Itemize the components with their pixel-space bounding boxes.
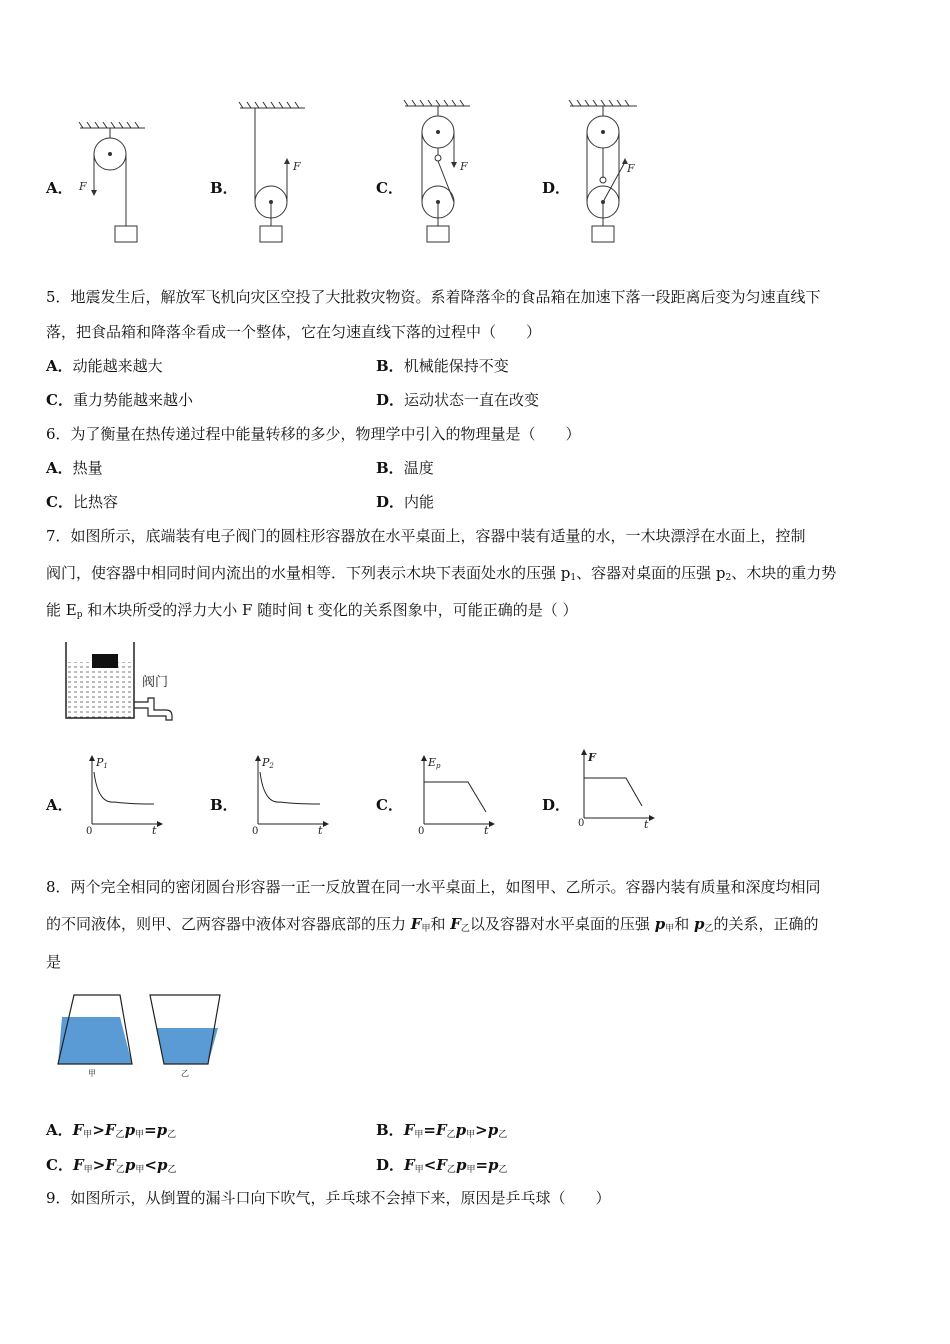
q7-graph-d-origin: 0 bbox=[578, 818, 585, 829]
q8-option-a-f2: F bbox=[104, 1121, 116, 1139]
q7-graph-a-ylabel: P1 bbox=[96, 756, 108, 770]
q8-option-d-s1: 甲 bbox=[414, 1165, 424, 1175]
q8-stem-line2-part-e: 的关系，正确的 bbox=[713, 915, 819, 933]
q8-option-d-op1: < bbox=[423, 1156, 437, 1174]
q8-option-b[interactable] bbox=[376, 1120, 507, 1145]
q7-graph-c bbox=[416, 752, 496, 837]
q7-stem-line3 bbox=[46, 600, 578, 625]
q8-option-b-label: B． bbox=[376, 1121, 404, 1139]
q6-stem: 6．为了衡量在热传递过程中能量转移的多少，物理学中引入的物理量是（ ） bbox=[46, 425, 581, 443]
q7-graph-b bbox=[250, 752, 330, 837]
q4-d-force-label: F bbox=[627, 162, 635, 175]
q4-option-b-label[interactable]: B． bbox=[210, 179, 238, 197]
q7-stem-line2-part-a: 阀门，使容器中相同时间内流出的水量相等．下列表示木块下表面处水的压强 p bbox=[46, 564, 571, 582]
q5-option-a-label: A． bbox=[46, 357, 73, 375]
q8-option-c-f2: F bbox=[105, 1156, 116, 1174]
q7-graph-b-ylabel: P2 bbox=[262, 756, 274, 770]
q6-option-a[interactable] bbox=[46, 458, 103, 478]
q5-option-c-text: 重力势能越来越小 bbox=[72, 391, 193, 409]
q8-option-b-s3: 甲 bbox=[466, 1130, 476, 1140]
q6-option-b-text: 温度 bbox=[403, 459, 434, 477]
q5-option-d-text: 运动状态一直在改变 bbox=[404, 391, 540, 409]
q7-graph-a bbox=[84, 752, 164, 837]
q8-option-b-f1: F bbox=[403, 1121, 415, 1139]
q6-option-d[interactable] bbox=[376, 492, 434, 512]
q7-stem-line2-part-b: 、容器对桌面的压强 p bbox=[576, 564, 726, 582]
q8-option-c-s3: 甲 bbox=[135, 1165, 145, 1175]
q8-option-d-s2: 乙 bbox=[446, 1165, 456, 1175]
q8-option-a-s4: 乙 bbox=[167, 1130, 177, 1140]
q6-option-a-text: 热量 bbox=[72, 459, 103, 477]
q8-f-jia-symbol: F bbox=[410, 915, 422, 933]
q7-graph-b-xlabel: t bbox=[318, 824, 323, 837]
q8-option-d-p1: p bbox=[455, 1156, 467, 1174]
q7-graph-a-xlabel: t bbox=[152, 824, 157, 837]
q8-option-c-op1: > bbox=[92, 1156, 106, 1174]
q8-option-d-p2: p bbox=[488, 1156, 499, 1174]
q8-option-c-s1: 甲 bbox=[83, 1165, 93, 1175]
q4-c-force-label: F bbox=[460, 160, 468, 173]
q6-option-d-label: D． bbox=[376, 493, 405, 511]
q8-f-yi-subscript: 乙 bbox=[460, 924, 470, 934]
q8-option-b-p1: p bbox=[455, 1121, 467, 1139]
q8-option-b-op2: > bbox=[475, 1121, 488, 1139]
q6-option-c-label: C． bbox=[46, 493, 73, 511]
q5-option-b[interactable] bbox=[376, 356, 509, 376]
q4-a-force-label: F bbox=[79, 180, 87, 193]
q7-graph-d bbox=[576, 746, 656, 831]
q5-option-c-label: C． bbox=[46, 391, 73, 409]
q5-stem-line1: 5．地震发生后，解放军飞机向灾区空投了大批救灾物资。系着降落伞的食品箱在加速下落一段距离后变为匀速直线下 bbox=[46, 288, 821, 306]
q5-option-d-label: D． bbox=[376, 391, 405, 409]
q4-figure-c bbox=[400, 100, 480, 250]
q6-option-d-text: 内能 bbox=[404, 493, 435, 511]
q8-p-jia-subscript: 甲 bbox=[665, 924, 675, 934]
q8-option-d-op2: = bbox=[475, 1156, 489, 1174]
q7-graph-a-origin: 0 bbox=[86, 826, 93, 837]
q5-option-b-text: 机械能保持不变 bbox=[403, 357, 509, 375]
q8-option-a-s1: 甲 bbox=[83, 1130, 93, 1140]
q8-option-c-label: C． bbox=[46, 1156, 73, 1174]
q8-option-b-p2: p bbox=[487, 1121, 499, 1139]
q4-option-d-label[interactable]: D． bbox=[542, 179, 571, 197]
q8-option-b-s2: 乙 bbox=[446, 1130, 456, 1140]
q7-p1-subscript: 1 bbox=[570, 573, 577, 583]
q7-graph-b-origin: 0 bbox=[252, 826, 259, 837]
q4-option-c-label[interactable]: C． bbox=[376, 179, 403, 197]
q8-option-b-s4: 乙 bbox=[498, 1130, 508, 1140]
q4-option-a-label[interactable]: A． bbox=[46, 179, 73, 197]
q5-option-c[interactable] bbox=[46, 390, 193, 410]
q7-stem-line3-part-a: 能 E bbox=[46, 601, 77, 619]
q5-option-a[interactable] bbox=[46, 356, 163, 376]
q8-jia-liquid bbox=[58, 1017, 132, 1064]
q4-figure-a bbox=[75, 118, 155, 248]
q8-containers-figure bbox=[52, 990, 232, 1080]
q8-stem-line2-part-d: 和 bbox=[674, 915, 694, 933]
q7-graph-c-origin: 0 bbox=[418, 826, 425, 837]
q8-option-d-label: D． bbox=[376, 1156, 405, 1174]
q7-option-c-label[interactable]: C． bbox=[376, 796, 403, 814]
q7-graph-c-xlabel: t bbox=[484, 824, 489, 837]
q4-figure-d bbox=[565, 100, 645, 250]
q7-p2-subscript: 2 bbox=[725, 573, 732, 583]
q8-option-a-p1: p bbox=[124, 1121, 136, 1139]
q7-stem-line1: 7．如图所示，底端装有电子阀门的圆柱形容器放在水平桌面上，容器中装有适量的水，一木块漂浮在水面上，控制 bbox=[46, 527, 806, 545]
q8-f-jia-subscript: 甲 bbox=[421, 924, 431, 934]
q8-option-c-p2: p bbox=[156, 1156, 168, 1174]
q7-container-figure bbox=[62, 640, 192, 725]
q8-option-d-s4: 乙 bbox=[498, 1165, 508, 1175]
q8-caption-jia: 甲 bbox=[88, 1069, 96, 1078]
q8-option-a-label: A． bbox=[46, 1121, 73, 1139]
q8-p-yi-subscript: 乙 bbox=[704, 924, 714, 934]
q8-stem-line2-part-b: 和 bbox=[430, 915, 451, 933]
q7-valve-label: 阀门 bbox=[142, 675, 169, 690]
q8-option-a-f1: F bbox=[72, 1121, 84, 1139]
q8-option-c-s4: 乙 bbox=[167, 1165, 177, 1175]
q8-p-yi-symbol: p bbox=[693, 915, 705, 933]
q8-option-c-p1: p bbox=[124, 1156, 136, 1174]
q8-stem-line2 bbox=[46, 914, 819, 939]
q7-stem-line2 bbox=[46, 563, 836, 588]
q5-option-b-label: B． bbox=[376, 357, 404, 375]
q8-option-b-op1: = bbox=[423, 1121, 436, 1139]
q8-option-a-p2: p bbox=[156, 1121, 168, 1139]
q8-stem-line2-part-a: 的不同液体，则甲、乙两容器中液体对容器底部的压力 bbox=[46, 915, 411, 933]
q8-option-d-f2: F bbox=[436, 1156, 447, 1174]
q8-p-jia-symbol: p bbox=[654, 915, 666, 933]
q5-option-d[interactable] bbox=[376, 390, 539, 410]
q7-stem-line3-part-b: 和木块所受的浮力大小 F 随时间 t 变化的关系图象中，可能正确的是（ ） bbox=[82, 601, 578, 619]
q7-option-d-label[interactable]: D． bbox=[542, 796, 571, 814]
q4-figure-b bbox=[235, 100, 315, 250]
q7-option-b-label[interactable]: B． bbox=[210, 796, 238, 814]
q8-option-b-f2: F bbox=[435, 1121, 447, 1139]
q7-stem-line2-part-c: 、木块的重力势 bbox=[731, 564, 837, 582]
q7-option-a-label[interactable]: A． bbox=[46, 796, 73, 814]
q6-option-c-text: 比热容 bbox=[72, 493, 118, 511]
q6-option-b[interactable] bbox=[376, 458, 434, 478]
q7-graph-d-ylabel: F bbox=[588, 751, 596, 764]
q8-stem-line1: 8．两个完全相同的密闭圆台形容器一正一反放置在同一水平桌面上，如图甲、乙所示。容器内装有质量和深度均相同 bbox=[46, 878, 821, 896]
q8-caption-yi: 乙 bbox=[181, 1069, 189, 1078]
q8-option-a-s2: 乙 bbox=[115, 1130, 125, 1140]
q8-option-d-s3: 甲 bbox=[466, 1165, 476, 1175]
q8-option-c-f1: F bbox=[72, 1156, 84, 1174]
q8-option-b-s1: 甲 bbox=[414, 1130, 424, 1140]
q8-option-a-op1: > bbox=[92, 1121, 105, 1139]
q5-option-a-text: 动能越来越大 bbox=[72, 357, 163, 375]
q8-option-c-op2: < bbox=[144, 1156, 157, 1174]
q6-option-b-label: B． bbox=[376, 459, 404, 477]
q9-stem: 9．如图所示，从倒置的漏斗口向下吹气，乒乓球不会掉下来，原因是乒乓球（ ） bbox=[46, 1189, 611, 1207]
q8-option-a-op2: = bbox=[144, 1121, 157, 1139]
q8-option-a-s3: 甲 bbox=[135, 1130, 145, 1140]
q8-f-yi-symbol: F bbox=[450, 915, 461, 933]
q8-option-a[interactable] bbox=[46, 1120, 176, 1145]
q6-option-a-label: A． bbox=[46, 459, 73, 477]
q8-option-d-f1: F bbox=[404, 1156, 415, 1174]
q8-option-c-s2: 乙 bbox=[115, 1165, 125, 1175]
q7-ep-subscript: p bbox=[76, 610, 83, 620]
q5-stem-line2: 落，把食品箱和降落伞看成一个整体，它在匀速直线下落的过程中（ ） bbox=[46, 323, 542, 341]
q8-option-c[interactable] bbox=[46, 1155, 176, 1180]
q8-stem-line3: 是 bbox=[46, 953, 62, 971]
q7-graph-d-xlabel: t bbox=[644, 818, 649, 831]
q6-option-c[interactable] bbox=[46, 492, 118, 512]
q7-graph-c-ylabel: Ep bbox=[428, 756, 441, 770]
q8-stem-line2-part-c: 以及容器对水平桌面的压强 bbox=[469, 915, 655, 933]
q8-option-d[interactable] bbox=[376, 1155, 508, 1180]
q4-b-force-label: F bbox=[293, 160, 301, 173]
